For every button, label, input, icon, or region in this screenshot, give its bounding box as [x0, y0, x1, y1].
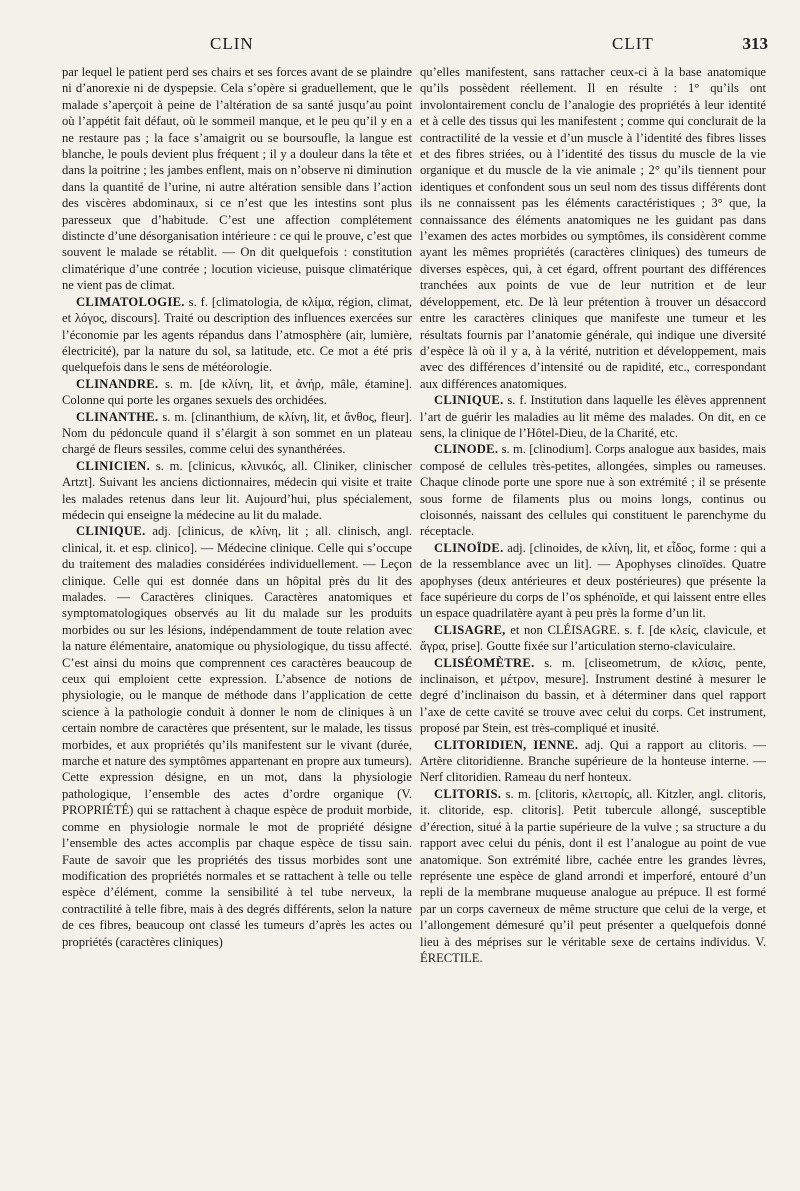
- entry-text: qu’elles manifestent, sans rattacher ceux-ci à la base anatomique qu’ils possèdent réellement. Il en résulte : 1° qu’ils ont involontairement conclu de l’analogie des propriétés à leur identité et à celle des tissus qui les manifestent ; comme qui conclurait de la contractilité de la vessie et d’un muscle à l’identité des fibres lisses et des fibres striées, ou à l’identité des tissus du muscle de la vie organique et du muscle de la vie animale ; 2° qu’ils tiennent pour identiques et confondent sous un seul nom des tissus différents dont ils ne connaissent pas les éléments caractéristiques ; 3° que, la connaissance des éléments anatomiques ne les guidant pas dans l’examen des actes morbides ou symptômes, ils considèrent comme ayant les mêmes propriétés (caractères cliniques) des tumeurs de diverses espèces, qui, à cet égard, offrent pourtant des différences tranchées aux points de vue de leur nutrition et de leur développement, etc. De là leur prétention à trouver un désaccord entre les caractères cliniques que manifeste une tumeur et les résultats fournis par l’anatomie générale, qui indique une diversité d’espèce là où il y a, à la vérité, nutrition et développement, mais avec des différences d’intensité ou de rapidité, etc., correspondant aux différences anatomiques.: [420, 65, 766, 391]
- headword: CLISAGRE,: [434, 622, 506, 637]
- headword: CLINIQUE.: [434, 393, 504, 408]
- entry-clisagre: [420, 622, 766, 655]
- entry-text: s. m. [de κλίνη, lit, et ἀνήρ, mâle, étamine]. Colonne qui porte les organes sexuels des orchidées.: [62, 376, 412, 408]
- entry-text: s. m. [clitoris, κλειτορίς, all. Kitzler, angl. clitoris, it. clitoride, esp. clitoris]. Petit tubercule allongé, susceptible d’érection, situé à la partie supérieure de la vulve ; sa structure a du rapport avec celui du pénis, dont il est l’analogue au point de vue anatomique. Son extrémité libre, cachée entre les grandes lèvres, représente une espèce de gland arrondi et imperforé, entouré d’un repli de la membrane muqueuse analogue au prépuce. Il est formé par un corps caverneux de même structure que celui de la verge, et l’allongement démesuré qu’il peut présenter a quelquefois donné lieu à des méprises sur le véritable sexe de certains individus. V. ÉRECTILE.: [420, 786, 766, 965]
- entry-text: s. f. Institution dans laquelle les élèves apprennent l’art de guérir les maladies au lit même des malades. On dit, en ce sens, la clinique de l’Hôtel-Dieu, de la Charité, etc.: [420, 393, 766, 440]
- entry-cliseometre: [420, 655, 766, 737]
- entry-clinique-adj: [62, 523, 412, 950]
- headword: CLINIQUE.: [76, 524, 146, 539]
- header-right-word: CLIT: [612, 34, 654, 53]
- entry-continuation: [62, 64, 412, 294]
- entry-clinique-noun: [420, 392, 766, 441]
- entry-clinoide: [420, 540, 766, 622]
- headword: CLITORIS.: [434, 786, 502, 801]
- entry-climatologie: [62, 294, 412, 376]
- headword: CLINANTHE.: [76, 409, 159, 424]
- headword: CLINODE.: [434, 442, 499, 457]
- entry-continuation: [420, 64, 766, 392]
- entry-clitoridien: [420, 737, 766, 786]
- entry-clinandre: [62, 376, 412, 409]
- entry-text: s. m. [clinicus, κλινικός, all. Cliniker, clinischer Artzt]. Suivant les anciens dictionnaires, médecin qui visite et traite les malades retenus dans leur lit. Aujourd’hui, plus spécialement, médecin qui enseigne la médecine au lit du malade.: [62, 458, 412, 522]
- headword: CLITORIDIEN, IENNE.: [434, 737, 579, 752]
- entry-text: adj. [clinicus, de κλίνη, lit ; all. clinisch, angl. clinical, it. et esp. clinico]. — Médecine clinique. Celle qui s’occupe du traitement des maladies considérées individuellement. — Leçon clinique. Celle qui est donnée dans un hôpital près du lit des malades. — Caractères cliniques. Caractères anatomiques et symptomatologiques observés au lit du malade sur les produits morbides ou sur les lésions, indépendamment de toute relation avec la nature élémentaire, anatomique ou physiologique, du tissu affecté. C’est ainsi du moins que comprennent ces caractères beaucoup de ceux qui emploient cette expression. L’absence de notions de physiologie, ou le manque de méthode dans l’application de cette science à la pathologie conduit à donner le nom de cliniques à un certain nombre de caractères que présentent, sur le malade, les tissus morbides, et aux propriétés qu’ils manifestent sur le vivant (durée, marche et nature des symptômes appartenant en propre aux tumeurs). Cette expression désigne, en un mot, dans la physiologie pathologique, l’ensemble des actes d’ordre organique (V. PROPRIÉTÉ) qui se rattachent à chaque espèce de produit morbide, comme en physiologie normale le mot de propriété désigne l’ensemble des actes accomplis par chaque espèce de tissu sain. Faute de savoir que les propriétés des tissus morbides sont une modification des propriétés normales et se rattachent à telle ou telle espèce d’élément, comme la sensibilité à tel tube nerveux, la contractilité à telle fibre, mais à des degrés différents, selon la nature de ces fibres, beaucoup ont classé les tumeurs d’après les actes ou propriétés (caractères cliniques): [62, 524, 412, 949]
- entry-text: et non CLÉISAGRE. s. f. [de κλείς, clavicule, et ἄγρα, prise]. Goutte fixée sur l’articulation sterno-claviculaire.: [420, 622, 766, 654]
- entry-text: s. m. [clinanthium, de κλίνη, lit, et ἄνθος, fleur]. Nom du pédoncule quand il s’élargit à son sommet en un plateau chargé de fleurs sessiles, comme celui des synanthérées.: [62, 409, 412, 457]
- entry-text: adj. [clinoides, de κλίνη, lit, et εἶδος, forme : qui a de la ressemblance avec un lit]. — Apophyses clinoïdes. Quatre apophyses (deux antérieures et deux postérieures) que présente la face supérieure du corps de l’os sphénoïde, et qui laissent entre elles un espace quadrilatère ayant à peu près la forme d’un lit.: [420, 540, 766, 621]
- left-column: [62, 64, 412, 950]
- headword: CLISÉOMÈTRE.: [434, 655, 535, 670]
- entry-text: adj. Qui a rapport au clitoris. — Artère clitoridienne. Branche supérieure de la honteuse interne. — Nerf clitoridien. Rameau du nerf honteux.: [420, 737, 767, 785]
- running-header: [60, 34, 782, 58]
- entry-text: s. m. [clinodium]. Corps analogue aux basides, mais composé de cellules très-petites, allongées, simples ou rameuses. Chaque clinode porte une spore nue à son extrémité ; il se présente sous forme de filaments plus ou moins longs, continus ou cloisonnés, naissant des cellules qui constituent le parenchyme du réceptacle.: [420, 442, 766, 539]
- headword: CLIMATOLOGIE.: [76, 294, 185, 309]
- headword: CLINANDRE.: [76, 376, 159, 391]
- entry-text: par lequel le patient perd ses chairs et ses forces avant de se plaindre ni d’anorexie ni de dyspepsie. Cela s’opère si graduellement, que le malade s’aperçoit à peine de l’altération de sa santé jusqu’au point où l’appétit fait défaut, où le sommeil manque, et le peu qu’il y en a ne restaure pas ; la face s’amaigrit ou se boursoufle, la langue est blanche, le pouls devient plus fréquent ; il y a douleur dans la tête et dans la poitrine ; les jambes enflent, mais on n’observe ni diminution dans la quantité de l’urine, ni autre altération sensible dans l’action des viscères abdominaux, si ce n’est que les intestins sont plus paresseux que d’habitude. C’est une affection complétement distincte d’une désorganisation intérieure : ce qui le prouve, c’est que souvent le malade se rétablit. — On dit quelquefois : constitution climatérique d’une contrée ; locution vicieuse, puisque climatérique ne vient pas de climat.: [62, 65, 412, 293]
- page-number: 313: [742, 34, 768, 53]
- headword: CLINICIEN.: [76, 458, 151, 473]
- entry-text: s. f. [climatologia, de κλίμα, région, climat, et λόγος, discours]. Traité ou description des influences exercées sur l’économie par les agents répandus dans l’atmosphère (air, lumière, électricité), par la nature du sol, sa latitude, etc. Ce mot a été pris quelquefois dans le sens de météorologie.: [62, 294, 412, 375]
- entry-clitoris: [420, 786, 766, 966]
- entry-clinode: [420, 441, 766, 539]
- right-column: [420, 64, 766, 966]
- headword: CLINOÏDE.: [434, 540, 504, 555]
- entry-clinicien: [62, 458, 412, 524]
- header-left-word: CLIN: [210, 34, 254, 53]
- entry-clinanthe: [62, 409, 412, 458]
- entry-text: s. m. [cliseometrum, de κλίσις, pente, inclinaison, et μέτρον, mesure]. Instrument destiné à mesurer le degré d’inclinaison du bassin, et à déterminer dans quel rapport l’axe de cette cavité se trouve avec celui du corps. Cet instrument, proposé par Stein, est très-compliqué et inusité.: [420, 655, 766, 736]
